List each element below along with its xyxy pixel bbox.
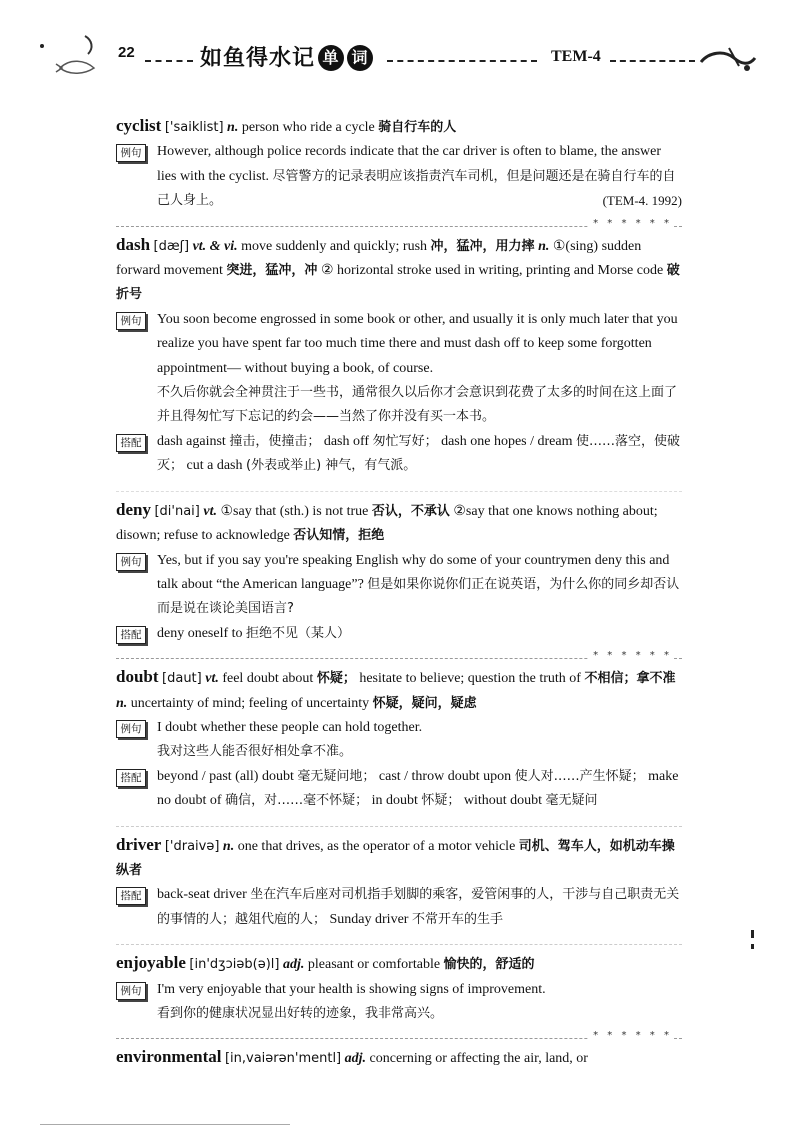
headword: doubt [116, 667, 159, 687]
sense-1-zh: 突进，猛冲，冲 [226, 263, 318, 279]
collocation-1: beyond / past (all) doubt [157, 768, 294, 784]
phonetic: [in,vaiərən'mentl] [224, 1051, 342, 1067]
series-title-text: 如鱼得水记 [200, 46, 316, 71]
separator-stars: * * * * * * [589, 212, 672, 236]
collocation-3-zh: 使……落空，使破灭； [157, 433, 681, 474]
example-en: I doubt whether these people can hold together. [157, 719, 423, 735]
collocation-1-zh: 坐在汽车后座对司机指手划脚的乘客，爱管闲事的人，干涉与自己职责无关的事情的人；越俎代庖的人； [157, 887, 680, 927]
collocation-3: dash one hopes / dream [441, 433, 573, 449]
definition-zh-3: 怀疑，疑问，疑虑 [372, 695, 477, 711]
series-title [200, 41, 373, 72]
definition-en-3: uncertainty of mind; feeling of uncertainty [130, 695, 370, 711]
collocation-2: dash off [323, 433, 370, 449]
definition-en: one that drives, as the operator of a motor vehicle [237, 838, 516, 854]
part-of-speech: n. [222, 838, 235, 854]
example-zh: 但是如果你说你们正在说英语，为什么你的同乡却否认而是说在谈论美国语言? [157, 576, 680, 617]
collocation-block [116, 430, 682, 479]
header-dash-middle [387, 60, 537, 62]
separator-stars: * * * * * * [589, 1024, 672, 1048]
sense-2-zh: 破折号 [116, 263, 680, 303]
sense-1-zh: 否认，不承认 [371, 503, 450, 519]
definition-en: person who ride a cycle [241, 120, 375, 135]
sense-2-zh: 否认知情，拒绝 [293, 528, 385, 544]
collocation-tag: 搭配 [116, 769, 146, 787]
example-en: I'm very enjoyable that your health is showing signs of improvement. [157, 981, 546, 997]
collocation-tag: 搭配 [116, 887, 146, 905]
collocation-tag: 搭配 [116, 626, 146, 644]
headword: dash [116, 234, 151, 254]
phonetic: ['draivə] [164, 838, 220, 854]
collocation-1: deny oneself to [157, 625, 243, 641]
collocation-4-zh: (外表或举止) 神气，有气派。 [246, 458, 417, 474]
example-zh: 我对这些人能否很好相处拿不准。 [157, 744, 353, 760]
circle-char-a: 单 [318, 45, 344, 71]
header-dash-right [610, 60, 695, 62]
example-zh: 不久后你就会全神贯注于一些书，通常很久以后你才会意识到花费了太多的时间在这上面了并且得匆忙写下忘记的约会——当然了你并没有买一本书。 [157, 385, 678, 425]
margin-mark [751, 944, 754, 949]
collocation-2: Sunday driver [329, 911, 409, 927]
phonetic: ['saiklist] [164, 120, 224, 135]
entry-deny [116, 498, 682, 646]
part-of-speech: vt. & vi. [192, 238, 238, 254]
headword: cyclist [116, 116, 162, 135]
collocation-2-zh: 匆忙写好； [372, 433, 438, 449]
collocation-3: make no doubt of [157, 768, 679, 809]
definition-en-2: hesitate to believe; question the truth of [359, 671, 581, 687]
entry-driver [116, 833, 682, 933]
collocation-3-zh: 确信，对……毫不怀疑； [225, 793, 369, 809]
example-tag: 例句 [116, 982, 146, 1000]
definition-en: move suddenly and quickly; rush [241, 238, 428, 254]
headword-line [116, 114, 682, 140]
definition-zh: 骑自行车的人 [378, 120, 457, 135]
phonetic: [di'nai] [154, 503, 200, 519]
example-block [116, 140, 682, 213]
example-zh: 尽管警方的记录表明应该指责汽车司机，但是问题还是在骑自行车的自己人身上。 [157, 168, 676, 209]
entry-separator [116, 648, 682, 662]
headword: driver [116, 834, 162, 854]
part-of-speech-2: n. [116, 695, 128, 711]
example-block [116, 716, 682, 765]
headword: enjoyable [116, 953, 186, 973]
collocation-block [116, 765, 682, 814]
definition-zh: 怀疑； [316, 671, 356, 687]
header-dash-left [145, 60, 193, 62]
entry-separator [116, 481, 682, 492]
page-number: 22 [118, 44, 135, 61]
part-of-speech: vt. [203, 503, 217, 519]
example-en: However, although police records indicate that the car driver is often to blame, the answer lies with the cyclist. [157, 144, 662, 184]
entry-doubt [116, 665, 682, 813]
example-tag: 例句 [116, 144, 146, 162]
sense-1-en: ①(sing) sudden forward movement [116, 238, 642, 279]
collocation-tag: 搭配 [116, 434, 146, 452]
page-header [115, 34, 695, 74]
phonetic: [daut] [162, 671, 202, 687]
definition-zh: 冲，猛冲，用力摔 [430, 238, 535, 254]
entry-enjoyable [116, 951, 682, 1026]
scroll-decoration-icon [699, 44, 757, 74]
part-of-speech-2: n. [538, 238, 550, 254]
example-block [116, 978, 682, 1027]
entry-cyclist [116, 114, 682, 214]
headword-line [116, 498, 682, 549]
part-of-speech: vt. [205, 671, 219, 687]
part-of-speech: adj. [344, 1051, 367, 1067]
entry-separator [116, 934, 682, 945]
phonetic: [dæʃ] [153, 238, 190, 254]
headword-line [116, 1045, 682, 1071]
definition-zh-2: 不相信；拿不准 [584, 671, 676, 687]
headword: deny [116, 499, 151, 519]
example-en: You soon become engrossed in some book or other, and usually it is only much later that you realize you have spent far too much time there and must dash off to keep some forgotten appointment— without buying a book, of course. [157, 311, 678, 376]
example-source: (TEM-4. 1992) [602, 193, 682, 209]
definition-en: concerning or affecting the air, land, or [369, 1051, 588, 1067]
collocation-1-zh: 毫无疑问地； [297, 768, 376, 784]
sense-2-en: ②say that one knows nothing about; disown; refuse to acknowledge [116, 503, 658, 544]
example-block [116, 308, 682, 430]
exam-label: TEM-4 [551, 48, 601, 65]
headword-line [116, 951, 682, 977]
collocation-5: without doubt [463, 793, 543, 809]
collocation-1: dash against [157, 433, 226, 449]
collocation-4-zh: 怀疑； [421, 793, 461, 809]
example-zh: 看到你的健康状况显出好转的迹象，我非常高兴。 [157, 1006, 444, 1021]
entry-separator [116, 1028, 682, 1042]
sense-1-en: ①say that (sth.) is not true [220, 503, 369, 519]
collocation-4: cut a dash [186, 458, 243, 474]
entry-environmental [116, 1045, 682, 1071]
collocation-5-zh: 毫无疑问 [545, 793, 598, 809]
margin-mark [751, 930, 754, 938]
definition-zh: 司机、驾车人，如机动车操纵者 [116, 838, 675, 878]
headword-line [116, 833, 682, 884]
part-of-speech: adj. [282, 957, 305, 973]
collocation-2-zh: 使人对……产生怀疑； [514, 768, 645, 784]
collocation-1: back-seat driver [157, 887, 247, 903]
example-tag: 例句 [116, 553, 146, 571]
sense-2-en: ② horizontal stroke used in writing, printing and Morse code [320, 263, 664, 279]
collocation-2-zh: 不常开车的生手 [411, 911, 503, 927]
entry-separator [116, 816, 682, 827]
entry-separator [116, 216, 682, 227]
definition-en: pleasant or comfortable [307, 957, 441, 973]
definition-zh: 愉快的，舒适的 [443, 957, 535, 973]
collocation-block [116, 883, 682, 932]
headword: environmental [116, 1047, 222, 1067]
collocation-1-zh: 拒绝不见（某人） [246, 625, 351, 641]
circle-char-b: 词 [347, 45, 373, 71]
fish-decoration-icon [30, 28, 110, 80]
headword-line [116, 233, 682, 308]
collocation-2: cast / throw doubt upon [378, 768, 512, 784]
example-tag: 例句 [116, 720, 146, 738]
phonetic: [in'dʒɔiəb(ə)l] [189, 957, 280, 973]
separator-stars: * * * * * * [589, 644, 672, 668]
entry-dash [116, 233, 682, 479]
example-tag: 例句 [116, 312, 146, 330]
definition-en: feel doubt about [222, 671, 314, 687]
dictionary-content [116, 114, 682, 1072]
part-of-speech: n. [227, 120, 239, 135]
collocation-4: in doubt [371, 793, 418, 809]
collocation-1-zh: 撞击，使撞击； [229, 433, 321, 449]
bottom-rule [40, 1124, 290, 1125]
headword-line [116, 665, 682, 716]
example-block [116, 549, 682, 622]
example-en: Yes, but if you say you're speaking English why do some of your countrymen deny this and talk about “the American language”? [157, 552, 670, 592]
collocation-block [116, 622, 682, 646]
